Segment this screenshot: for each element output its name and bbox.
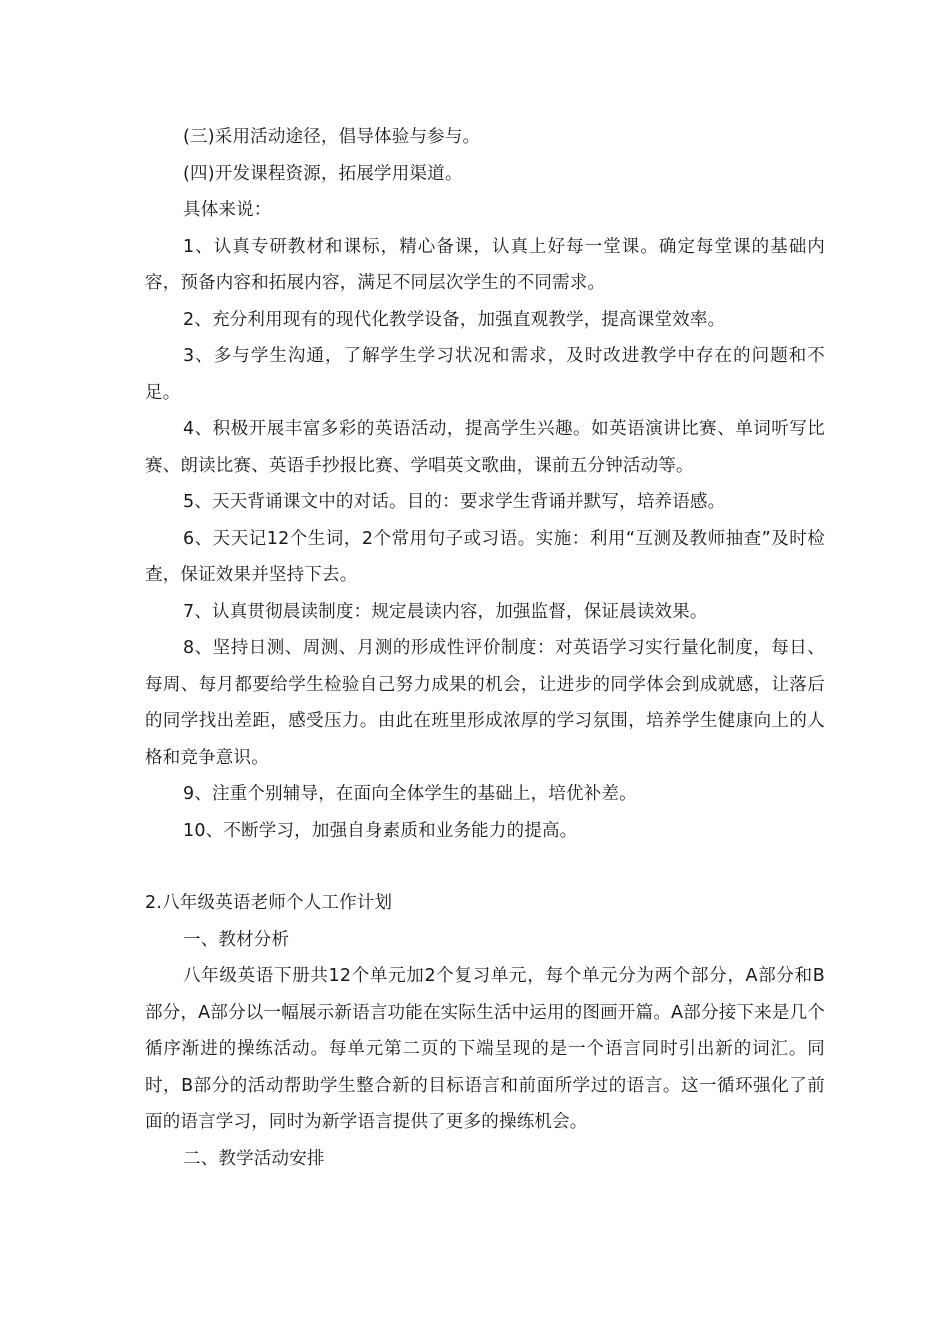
list-item-2: 2、充分利用现有的现代化教学设备，加强直观教学，提高课堂效率。 (183, 309, 726, 330)
paragraph-specifics-intro: 具体来说： (183, 200, 272, 220)
list-item-8: 8、坚持日测、周测、月测的形成性评价制度：对英语学习实行量化制度，每日、每周、每月都要给学生检验自己努力成果的机会，让进步的同学体会到成就感，让落后的同学找出差距，感受压力。由此在班里形成浓厚的学习氛围，培养学生健康向上的人格和竞争意识。 (145, 638, 825, 768)
list-item-9: 9、注重个别辅导，在面向全体学生的基础上，培优补差。 (183, 784, 637, 804)
document-body (145, 119, 825, 1177)
list-item-1: 1、认真专研教材和课标，精心备课，认真上好每一堂课。确定每堂课的基础内容，预备内容和拓展内容，满足不同层次学生的不同需求。 (145, 236, 825, 293)
paragraph-textbook-analysis: 八年级英语下册共12个单元加2个复习单元，每个单元分为两个部分，A部分和B部分，A部分以一幅展示新语言功能在实际生活中运用的图画开篇。A部分接下来是几个循序渐进的操练活动。每单元第二页的下端呈现的是一个语言同时引出新的词汇。同时，B部分的活动帮助学生整合新的目标语言和前面所学过的语言。这一循环强化了前面的语言学习，同时为新学语言提供了更多的操练机会。 (145, 966, 825, 1132)
list-item-4: 4、积极开展丰富多彩的英语活动，提高学生兴趣。如英语演讲比赛、单词听写比赛、朗读比赛、英语手抄报比赛、学唱英文歌曲，课前五分钟活动等。 (145, 419, 825, 476)
paragraph-method-4: (四)开发课程资源，拓展学用渠道。 (183, 163, 463, 184)
subsection-title-textbook-analysis: 一、教材分析 (183, 929, 290, 950)
subsection-title-teaching-activities: 二、教学活动安排 (183, 1148, 325, 1169)
section-spacer (145, 849, 825, 885)
paragraph-method-3: (三)采用活动途径，倡导体验与参与。 (183, 127, 481, 147)
list-item-5: 5、天天背诵课文中的对话。目的：要求学生背诵并默写，培养语感。 (183, 492, 726, 512)
section-title: 2.八年级英语老师个人工作计划 (145, 893, 393, 913)
list-item-7: 7、认真贯彻晨读制度：规定晨读内容，加强监督，保证晨读效果。 (183, 601, 708, 622)
list-item-3: 3、多与学生沟通，了解学生学习状况和需求，及时改进教学中存在的问题和不足。 (145, 346, 825, 403)
list-item-10: 10、不断学习，加强自身素质和业务能力的提高。 (183, 820, 578, 841)
list-item-6: 6、天天记12个生词，2个常用句子或习语。实施：利用“互测及教师抽查”及时检查，保证效果并坚持下去。 (145, 528, 825, 585)
